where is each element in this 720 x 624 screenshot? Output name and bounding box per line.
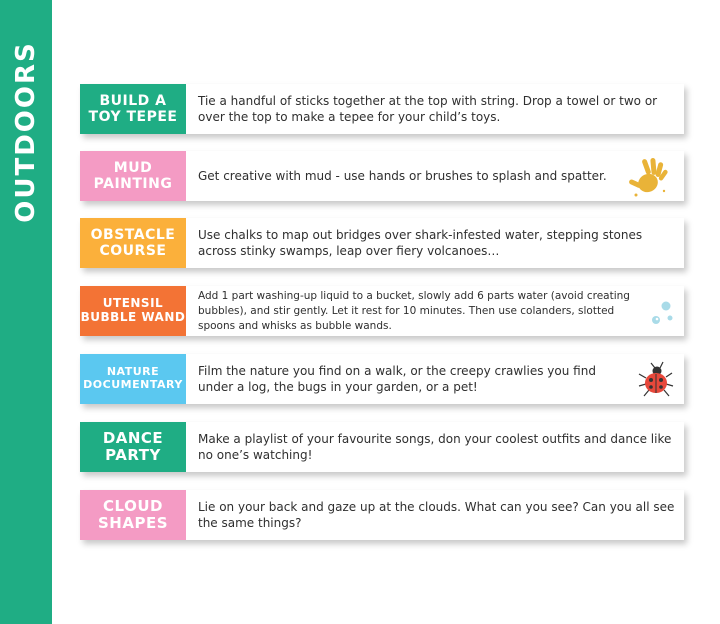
section-title: OUTDOORS xyxy=(11,41,41,223)
activity-label-line2: SHAPES xyxy=(97,514,168,532)
activity-card-utensil-bubble-wand xyxy=(80,286,684,336)
handprint-icon xyxy=(628,155,672,199)
activity-label-line1: OBSTACLE xyxy=(90,226,176,243)
activity-label-line2: BUBBLE WAND xyxy=(80,310,186,324)
activity-label-line2: TOY TEPEE xyxy=(88,109,178,125)
activity-label-line2: PAINTING xyxy=(93,176,173,192)
activity-label-line2: PARTY xyxy=(105,446,161,464)
activity-label xyxy=(80,84,186,134)
activity-label xyxy=(80,422,186,472)
activity-label-line2: COURSE xyxy=(99,243,167,259)
activity-description: Film the nature you find on a walk, or the creepy crawlies you find under a log, the bugs in your garden, or a pet! xyxy=(198,364,596,394)
activity-label xyxy=(80,151,186,201)
activity-description: Use chalks to map out bridges over shark-infested water, stepping stones across stinky swamps, leap over fiery volcanoes… xyxy=(198,228,643,258)
activity-label xyxy=(80,490,186,540)
activity-label-line1: UTENSIL xyxy=(102,296,164,311)
activity-label xyxy=(80,286,186,336)
activity-description: Make a playlist of your favourite songs, don your coolest outfits and dance like no one’s watching! xyxy=(198,432,672,462)
activity-label-line1: DANCE xyxy=(102,428,164,447)
bubbles-icon xyxy=(648,298,678,328)
activity-label-line1: MUD xyxy=(113,159,153,176)
activity-label-line1: BUILD A xyxy=(99,92,167,109)
activity-description: Lie on your back and gaze up at the clouds. What can you see? Can you all see the same things? xyxy=(198,500,675,530)
activity-card-cloud-shapes xyxy=(80,490,684,540)
activity-card-nature-documentary xyxy=(80,354,684,404)
ladybug-icon xyxy=(636,360,676,400)
activity-label xyxy=(80,218,186,268)
activity-label xyxy=(80,354,186,404)
activity-label-line1: CLOUD xyxy=(103,496,163,515)
section-band xyxy=(0,0,52,624)
activity-description: Add 1 part washing-up liquid to a bucket, slowly add 6 parts water (avoid creating bubbles), and stir gently. Let it rest for 10 minutes. Then use colanders, slotted spoons and whisks as bubble wands. xyxy=(198,289,630,332)
activity-card-build-a-toy-tepee xyxy=(80,84,684,134)
activity-card-mud-painting xyxy=(80,151,684,201)
activity-label-line2: DOCUMENTARY xyxy=(83,378,183,391)
activity-label-line1: NATURE xyxy=(106,365,160,379)
activity-description: Tie a handful of sticks together at the top with string. Drop a towel or two or over the top to make a tepee for your child’s toys. xyxy=(198,94,658,124)
activity-card-obstacle-course xyxy=(80,218,684,268)
activity-description: Get creative with mud - use hands or brushes to splash and spatter. xyxy=(198,169,607,183)
activity-card-dance-party xyxy=(80,422,684,472)
